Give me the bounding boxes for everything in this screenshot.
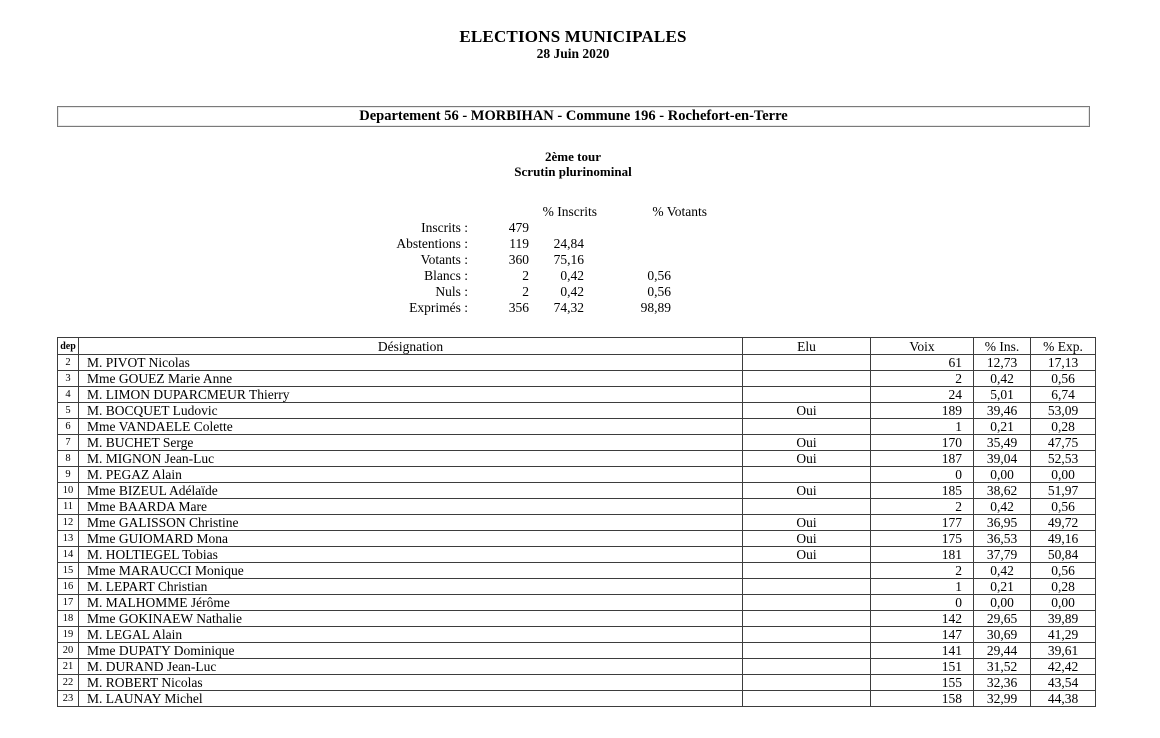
pct-inscrits-cell: 29,65 [974, 611, 1031, 627]
participation-count: 360 [508, 252, 529, 267]
pct-exprimes-cell: 0,00 [1031, 467, 1096, 483]
participation-label: Blancs : [424, 268, 468, 283]
candidate-name-cell: M. MIGNON Jean-Luc [79, 451, 743, 467]
election-date: 28 Juin 2020 [536, 46, 610, 61]
elected-cell: Oui [743, 483, 871, 499]
votes-cell: 151 [871, 659, 974, 675]
department-header: Departement 56 - MORBIHAN - Commune 196 - Rochefort-en-Terre [359, 108, 788, 124]
pct-exprimes-cell: 0,28 [1031, 419, 1096, 435]
candidate-number-cell: 2 [58, 355, 79, 371]
pct-inscrits-cell: 35,49 [974, 435, 1031, 451]
participation-row [0, 236, 707, 252]
elected-cell [743, 627, 871, 643]
candidate-number-cell: 10 [58, 483, 79, 499]
participation-label: Abstentions : [396, 236, 468, 251]
votes-cell: 1 [871, 419, 974, 435]
elected-cell [743, 579, 871, 595]
elected-cell [743, 643, 871, 659]
votes-cell: 0 [871, 467, 974, 483]
pct-exprimes-cell: 43,54 [1031, 675, 1096, 691]
results-table [57, 337, 1096, 707]
pct-exprimes-cell: 51,97 [1031, 483, 1096, 499]
participation-pct-inscrits: 0,42 [560, 268, 584, 283]
candidate-name-cell: Mme MARAUCCI Monique [79, 563, 743, 579]
participation-pct-inscrits [529, 220, 597, 236]
table-row [58, 371, 1096, 387]
header-voix: Voix [871, 338, 974, 355]
table-row [58, 467, 1096, 483]
elected-cell [743, 419, 871, 435]
elected-cell [743, 387, 871, 403]
pct-inscrits-header: % Inscrits [542, 204, 597, 219]
votes-cell: 2 [871, 499, 974, 515]
participation-pct-votants [597, 252, 707, 268]
pct-inscrits-cell: 39,46 [974, 403, 1031, 419]
votes-cell: 0 [871, 595, 974, 611]
pct-inscrits-cell: 0,42 [974, 563, 1031, 579]
table-row [58, 515, 1096, 531]
candidate-name-cell: Mme GOKINAEW Nathalie [79, 611, 743, 627]
table-row [58, 387, 1096, 403]
table-row [58, 499, 1096, 515]
votes-cell: 147 [871, 627, 974, 643]
pct-inscrits-cell: 32,99 [974, 691, 1031, 707]
table-row [58, 355, 1096, 371]
participation-pct-votants [597, 236, 707, 252]
pct-exprimes-cell: 39,89 [1031, 611, 1096, 627]
candidate-number-cell: 23 [58, 691, 79, 707]
participation-rows [0, 220, 707, 316]
pct-inscrits-cell: 38,62 [974, 483, 1031, 499]
candidate-number-cell: 17 [58, 595, 79, 611]
elected-cell [743, 371, 871, 387]
candidate-name-cell: M. LAUNAY Michel [79, 691, 743, 707]
pct-inscrits-cell: 37,79 [974, 547, 1031, 563]
candidate-number-cell: 13 [58, 531, 79, 547]
table-row [58, 675, 1096, 691]
elected-cell: Oui [743, 547, 871, 563]
table-row [58, 483, 1096, 499]
candidate-number-cell: 8 [58, 451, 79, 467]
pct-inscrits-cell: 0,42 [974, 371, 1031, 387]
pct-exprimes-cell: 47,75 [1031, 435, 1096, 451]
participation-header-row [0, 204, 707, 220]
table-row [58, 643, 1096, 659]
votes-cell: 1 [871, 579, 974, 595]
elected-cell [743, 355, 871, 371]
participation-label: Exprimés : [409, 300, 468, 315]
participation-pct-inscrits: 75,16 [553, 252, 584, 267]
pct-exprimes-cell: 50,84 [1031, 547, 1096, 563]
votes-cell: 141 [871, 643, 974, 659]
table-row [58, 595, 1096, 611]
participation-row [0, 252, 707, 268]
header-designation: Désignation [79, 338, 743, 355]
candidate-name-cell: M. PEGAZ Alain [79, 467, 743, 483]
candidate-number-cell: 6 [58, 419, 79, 435]
candidate-name-cell: Mme GOUEZ Marie Anne [79, 371, 743, 387]
candidate-number-cell: 15 [58, 563, 79, 579]
pct-exprimes-cell: 41,29 [1031, 627, 1096, 643]
participation-pct-votants: 98,89 [640, 300, 671, 315]
elected-cell [743, 675, 871, 691]
votes-cell: 142 [871, 611, 974, 627]
pct-inscrits-cell: 12,73 [974, 355, 1031, 371]
pct-inscrits-cell: 36,95 [974, 515, 1031, 531]
candidate-name-cell: M. BUCHET Serge [79, 435, 743, 451]
candidate-name-cell: Mme GALISSON Christine [79, 515, 743, 531]
pct-exprimes-cell: 0,56 [1031, 371, 1096, 387]
candidate-name-cell: Mme BIZEUL Adélaïde [79, 483, 743, 499]
candidate-number-cell: 20 [58, 643, 79, 659]
round-label: 2ème tour [545, 149, 601, 164]
participation-summary [0, 204, 707, 316]
candidate-number-cell: 18 [58, 611, 79, 627]
candidate-number-cell: 9 [58, 467, 79, 483]
elected-cell: Oui [743, 515, 871, 531]
participation-count: 2 [522, 268, 529, 283]
header-dep: dep [58, 338, 79, 355]
candidate-number-cell: 19 [58, 627, 79, 643]
pct-exprimes-cell: 49,72 [1031, 515, 1096, 531]
pct-exprimes-cell: 53,09 [1031, 403, 1096, 419]
table-row [58, 531, 1096, 547]
participation-pct-votants: 0,56 [647, 284, 671, 299]
candidate-name-cell: M. DURAND Jean-Luc [79, 659, 743, 675]
pct-inscrits-cell: 5,01 [974, 387, 1031, 403]
participation-pct-inscrits: 24,84 [553, 236, 584, 251]
candidate-name-cell: M. BOCQUET Ludovic [79, 403, 743, 419]
participation-pct-votants [597, 220, 707, 236]
elected-cell [743, 499, 871, 515]
elected-cell [743, 659, 871, 675]
pct-inscrits-cell: 32,36 [974, 675, 1031, 691]
candidate-number-cell: 12 [58, 515, 79, 531]
candidate-name-cell: M. HOLTIEGEL Tobias [79, 547, 743, 563]
ballot-type-label: Scrutin plurinominal [514, 164, 632, 179]
candidate-name-cell: Mme BAARDA Mare [79, 499, 743, 515]
pct-exprimes-cell: 0,28 [1031, 579, 1096, 595]
elected-cell [743, 691, 871, 707]
round-block [0, 149, 1146, 179]
pct-inscrits-cell: 30,69 [974, 627, 1031, 643]
pct-exprimes-cell: 52,53 [1031, 451, 1096, 467]
table-row [58, 627, 1096, 643]
participation-count: 2 [522, 284, 529, 299]
participation-count: 356 [508, 300, 529, 315]
votes-cell: 155 [871, 675, 974, 691]
pct-exprimes-cell: 0,56 [1031, 563, 1096, 579]
candidate-number-cell: 7 [58, 435, 79, 451]
pct-inscrits-cell: 39,04 [974, 451, 1031, 467]
table-row [58, 563, 1096, 579]
candidate-name-cell: M. ROBERT Nicolas [79, 675, 743, 691]
pct-exprimes-cell: 0,00 [1031, 595, 1096, 611]
pct-inscrits-cell: 36,53 [974, 531, 1031, 547]
elected-cell: Oui [743, 451, 871, 467]
header-pct-exp: % Exp. [1031, 338, 1096, 355]
pct-exprimes-cell: 44,38 [1031, 691, 1096, 707]
pct-votants-header: % Votants [652, 204, 707, 219]
votes-cell: 177 [871, 515, 974, 531]
pct-exprimes-cell: 39,61 [1031, 643, 1096, 659]
pct-exprimes-cell: 17,13 [1031, 355, 1096, 371]
candidate-name-cell: Mme VANDAELE Colette [79, 419, 743, 435]
candidate-name-cell: M. LEGAL Alain [79, 627, 743, 643]
votes-cell: 189 [871, 403, 974, 419]
candidate-number-cell: 16 [58, 579, 79, 595]
candidate-number-cell: 5 [58, 403, 79, 419]
participation-row [0, 268, 707, 284]
participation-label: Nuls : [435, 284, 468, 299]
elected-cell [743, 595, 871, 611]
table-row [58, 659, 1096, 675]
pct-exprimes-cell: 0,56 [1031, 499, 1096, 515]
candidate-number-cell: 11 [58, 499, 79, 515]
elected-cell: Oui [743, 435, 871, 451]
header-pct-ins: % Ins. [974, 338, 1031, 355]
header-elu: Elu [743, 338, 871, 355]
candidate-name-cell: Mme DUPATY Dominique [79, 643, 743, 659]
pct-inscrits-cell: 31,52 [974, 659, 1031, 675]
candidate-number-cell: 14 [58, 547, 79, 563]
votes-cell: 187 [871, 451, 974, 467]
votes-cell: 2 [871, 563, 974, 579]
candidate-number-cell: 4 [58, 387, 79, 403]
department-box [57, 106, 1090, 127]
pct-exprimes-cell: 42,42 [1031, 659, 1096, 675]
candidate-number-cell: 3 [58, 371, 79, 387]
participation-pct-inscrits: 0,42 [560, 284, 584, 299]
candidate-number-cell: 21 [58, 659, 79, 675]
pct-inscrits-cell: 0,42 [974, 499, 1031, 515]
participation-count: 479 [508, 220, 529, 235]
table-row [58, 435, 1096, 451]
pct-exprimes-cell: 6,74 [1031, 387, 1096, 403]
votes-cell: 2 [871, 371, 974, 387]
candidate-number-cell: 22 [58, 675, 79, 691]
table-row [58, 691, 1096, 707]
candidate-name-cell: M. LEPART Christian [79, 579, 743, 595]
table-row [58, 419, 1096, 435]
votes-cell: 181 [871, 547, 974, 563]
elected-cell [743, 563, 871, 579]
table-row [58, 611, 1096, 627]
pct-inscrits-cell: 0,00 [974, 595, 1031, 611]
pct-inscrits-cell: 0,00 [974, 467, 1031, 483]
participation-pct-votants: 0,56 [647, 268, 671, 283]
table-row [58, 403, 1096, 419]
pct-inscrits-cell: 0,21 [974, 579, 1031, 595]
elected-cell: Oui [743, 531, 871, 547]
results-header-row [58, 338, 1096, 355]
table-row [58, 547, 1096, 563]
page-title: ELECTIONS MUNICIPALES [459, 27, 687, 46]
pct-inscrits-cell: 29,44 [974, 643, 1031, 659]
results-rows [58, 355, 1096, 707]
elected-cell: Oui [743, 403, 871, 419]
elected-cell [743, 611, 871, 627]
participation-label: Votants : [420, 252, 468, 267]
table-row [58, 579, 1096, 595]
participation-count: 119 [509, 236, 529, 251]
votes-cell: 175 [871, 531, 974, 547]
candidate-name-cell: M. MALHOMME Jérôme [79, 595, 743, 611]
candidate-name-cell: M. PIVOT Nicolas [79, 355, 743, 371]
participation-pct-inscrits: 74,32 [553, 300, 584, 315]
participation-row [0, 284, 707, 300]
candidate-name-cell: Mme GUIOMARD Mona [79, 531, 743, 547]
participation-row [0, 220, 707, 236]
elected-cell [743, 467, 871, 483]
pct-inscrits-cell: 0,21 [974, 419, 1031, 435]
participation-row [0, 300, 707, 316]
table-row [58, 451, 1096, 467]
votes-cell: 24 [871, 387, 974, 403]
pct-exprimes-cell: 49,16 [1031, 531, 1096, 547]
votes-cell: 158 [871, 691, 974, 707]
votes-cell: 61 [871, 355, 974, 371]
participation-label: Inscrits : [421, 220, 468, 235]
votes-cell: 185 [871, 483, 974, 499]
title-block [0, 27, 1146, 62]
candidate-name-cell: M. LIMON DUPARCMEUR Thierry [79, 387, 743, 403]
votes-cell: 170 [871, 435, 974, 451]
